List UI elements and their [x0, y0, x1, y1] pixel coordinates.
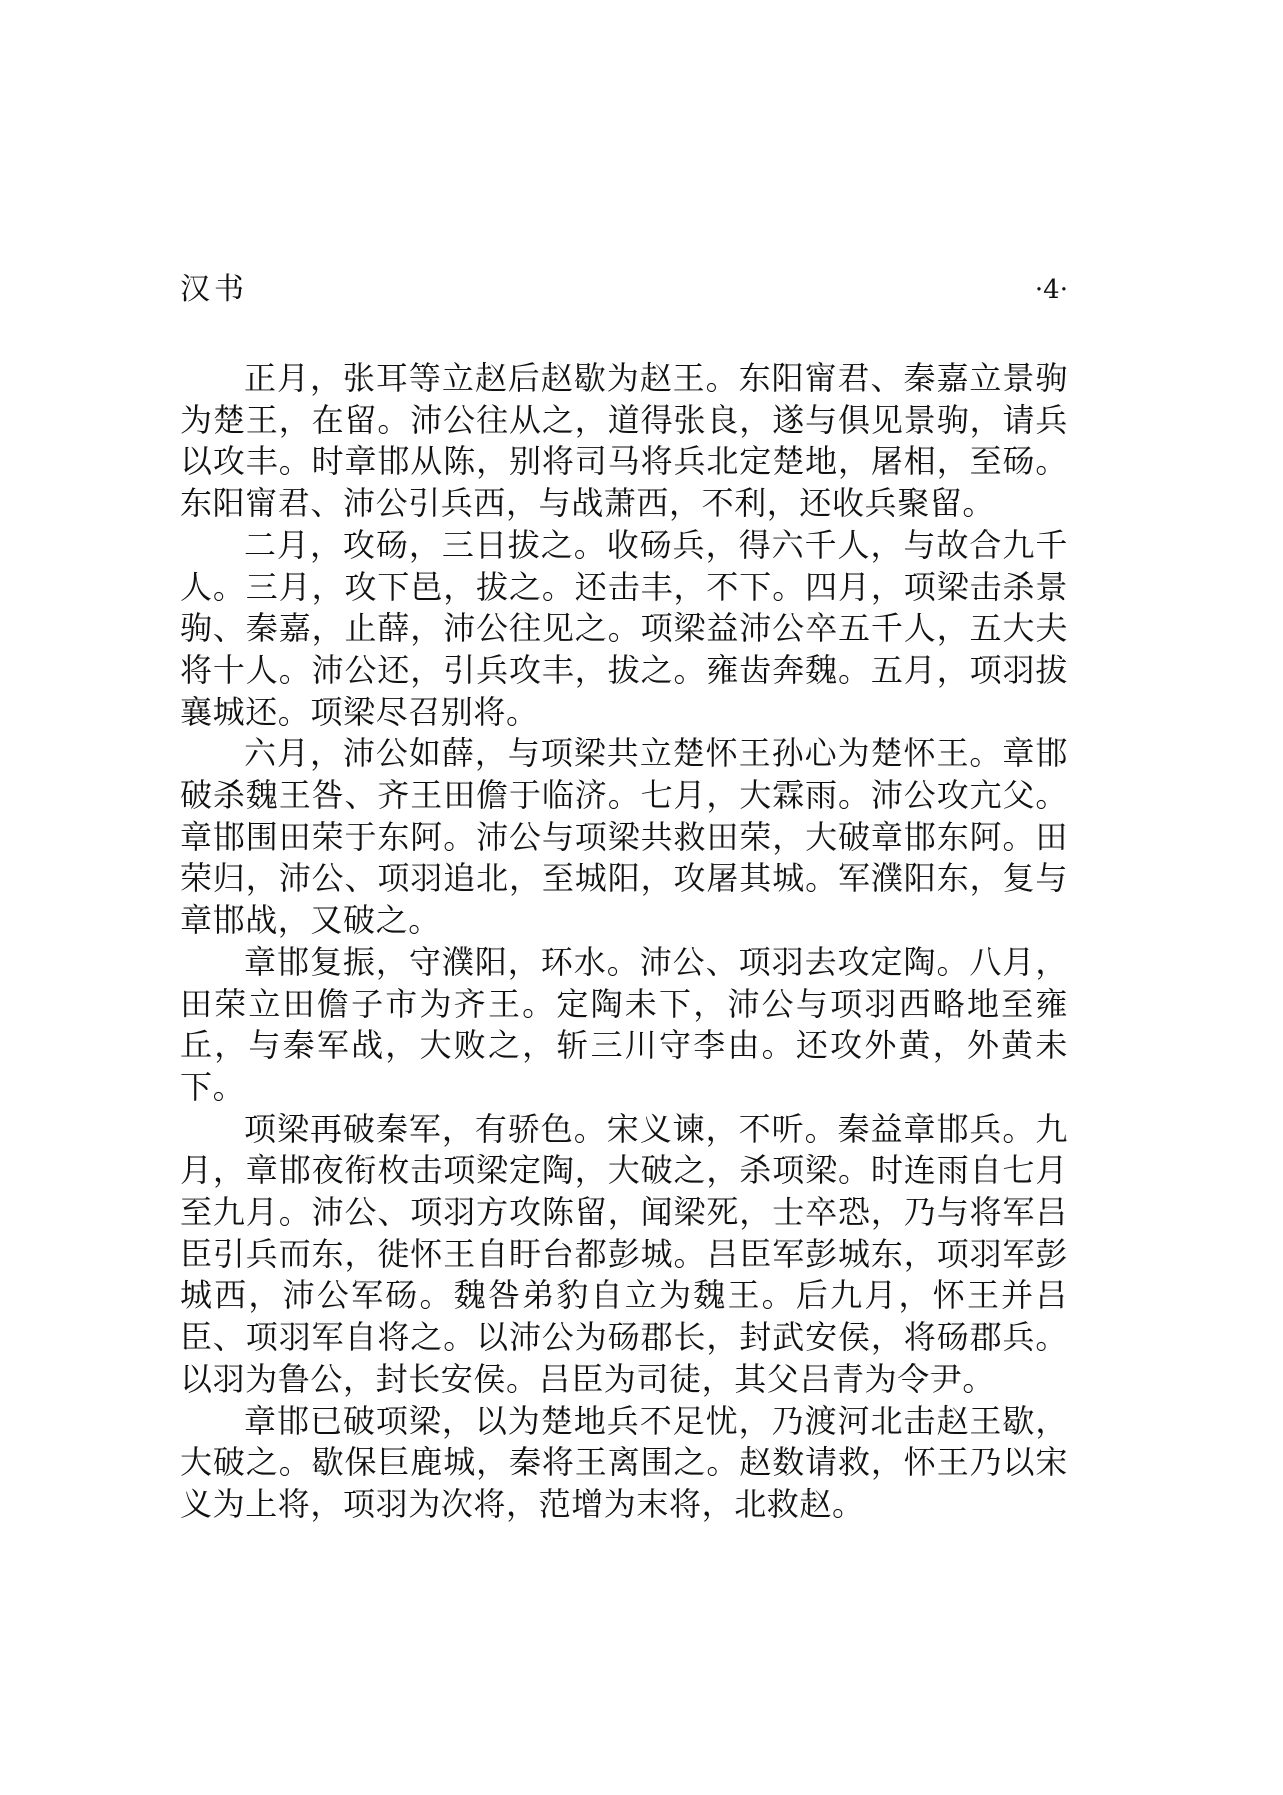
paragraph: 正月，张耳等立赵后赵歇为赵王。东阳甯君、秦嘉立景驹为楚王，在留。沛公往从之，道得张良，遂与俱见景驹，请兵以攻丰。时章邯从陈，别将司马将兵北定楚地，屠相，至砀。东阳甯君、沛公引兵西，与战萧西，不利，还收兵聚留。 — [180, 359, 1068, 523]
running-header — [180, 268, 1068, 312]
paragraph: 六月，沛公如薛，与项梁共立楚怀王孙心为楚怀王。章邯破杀魏王咎、齐王田儋于临济。七月，大霖雨。沛公攻亢父。章邯围田荣于东阿。沛公与项梁共救田荣，大破章邯东阿。田荣归，沛公、项羽追北，至城阳，攻屠其城。军濮阳东，复与章邯战，又破之。 — [180, 734, 1068, 940]
book-title: 汉书 — [180, 272, 248, 307]
paragraph: 章邯复振，守濮阳，环水。沛公、项羽去攻定陶。八月，田荣立田儋子市为齐王。定陶未下，沛公与项羽西略地至雍丘，与秦军战，大败之，斩三川守李由。还攻外黄，外黄未下。 — [180, 942, 1068, 1106]
paragraph: 项梁再破秦军，有骄色。宋义谏，不听。秦益章邯兵。九月，章邯夜衔枚击项梁定陶，大破之，杀项梁。时连雨自七月至九月。沛公、项羽方攻陈留，闻梁死，士卒恐，乃与将军吕臣引兵而东，徙怀王自盱台都彭城。吕臣军彭城东，项羽军彭城西，沛公军砀。魏咎弟豹自立为魏王。后九月，怀王并吕臣、项羽军自将之。以沛公为砀郡长，封武安侯，将砀郡兵。以羽为鲁公，封长安侯。吕臣为司徒，其父吕青为令尹。 — [180, 1109, 1068, 1398]
paragraph: 章邯已破项梁，以为楚地兵不足忧，乃渡河北击赵王歇，大破之。歇保巨鹿城，秦将王离围之。赵数请救，怀王乃以宋义为上将，项羽为次将，范增为末将，北救赵。 — [180, 1401, 1068, 1523]
paragraph: 二月，攻砀，三日拔之。收砀兵，得六千人，与故合九千人。三月，攻下邑，拔之。还击丰，不下。四月，项梁击杀景驹、秦嘉，止薛，沛公往见之。项梁益沛公卒五千人，五大夫将十人。沛公还，引兵攻丰，拔之。雍齿奔魏。五月，项羽拔襄城还。项梁尽召别将。 — [180, 525, 1068, 731]
page-number: ·4· — [1034, 275, 1068, 305]
body-text — [180, 358, 1068, 1526]
